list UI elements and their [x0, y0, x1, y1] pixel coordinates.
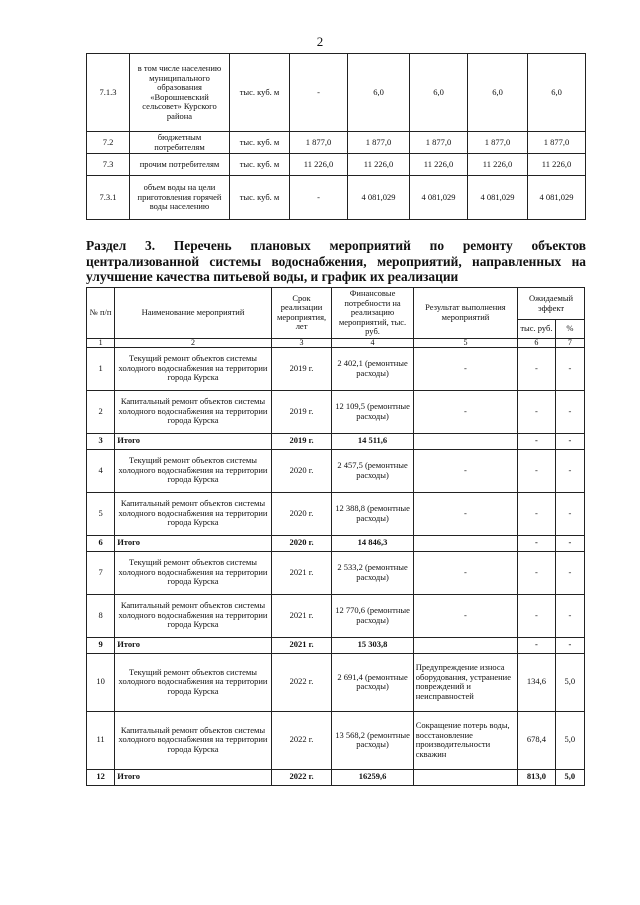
table-row [87, 492, 585, 535]
row-value: 6,0 [410, 54, 468, 132]
table-row [87, 176, 586, 220]
total-row [87, 535, 585, 551]
effect-pct: - [555, 637, 584, 653]
measure-name: Текущий ремонт объектов системы холодного водоснабжения на территории города Курска [115, 551, 272, 594]
measure-finance: 12 770,6 (ремонтные расходы) [332, 594, 413, 637]
effect-pct: - [555, 551, 584, 594]
row-unit: тыс. куб. м [230, 54, 290, 132]
effect-pct: - [555, 535, 584, 551]
effect-rub: - [518, 449, 556, 492]
row-unit: тыс. куб. м [230, 154, 290, 176]
measure-name: Текущий ремонт объектов системы холодного водоснабжения на территории города Курска [115, 653, 272, 711]
column-number-row [87, 338, 585, 347]
effect-rub: - [518, 390, 556, 433]
measure-result: - [413, 390, 517, 433]
row-description: объем воды на цели приготовления горячей воды населению [130, 176, 230, 220]
measure-finance: 2 691,4 (ремонтные расходы) [332, 653, 413, 711]
row-unit: тыс. куб. м [230, 176, 290, 220]
table-row [87, 54, 586, 132]
measure-name: Капитальный ремонт объектов системы холодного водоснабжения на территории города Курска [115, 390, 272, 433]
effect-rub: - [518, 594, 556, 637]
effect-rub: 678,4 [518, 711, 556, 769]
col-number: 2 [115, 338, 272, 347]
measure-term: 2019 г. [271, 433, 332, 449]
measure-term: 2022 г. [271, 769, 332, 785]
row-value: 11 226,0 [290, 154, 348, 176]
header-result: Результат выполнения мероприятий [413, 288, 517, 339]
measure-name: Капитальный ремонт объектов системы холодного водоснабжения на территории города Курска [115, 594, 272, 637]
row-value: 11 226,0 [528, 154, 586, 176]
table-row [87, 390, 585, 433]
header-num: № п/п [87, 288, 115, 339]
measure-name: Итого [115, 433, 272, 449]
measure-finance: 2 457,5 (ремонтные расходы) [332, 449, 413, 492]
col-number: 5 [413, 338, 517, 347]
table-row [87, 653, 585, 711]
table-row [87, 711, 585, 769]
measure-term: 2022 г. [271, 711, 332, 769]
measure-name: Капитальный ремонт объектов системы холодного водоснабжения на территории города Курска [115, 711, 272, 769]
row-number: 5 [87, 492, 115, 535]
row-description: в том числе населению муниципального образования «Ворошневский сельсовет» Курского района [130, 54, 230, 132]
col-number: 7 [555, 338, 584, 347]
row-number: 9 [87, 637, 115, 653]
row-number: 7.2 [87, 132, 130, 154]
effect-pct: 5,0 [555, 653, 584, 711]
row-number: 3 [87, 433, 115, 449]
table-row [87, 594, 585, 637]
row-value: 4 081,029 [468, 176, 528, 220]
measure-name: Текущий ремонт объектов системы холодного водоснабжения на территории города Курска [115, 347, 272, 390]
measure-finance: 16259,6 [332, 769, 413, 785]
effect-pct: - [555, 449, 584, 492]
measure-result: - [413, 449, 517, 492]
row-value: 1 877,0 [528, 132, 586, 154]
header-effect-rub: тыс. руб. [518, 320, 556, 338]
measure-finance: 14 846,3 [332, 535, 413, 551]
measure-result [413, 535, 517, 551]
measures-table [86, 287, 585, 786]
row-number: 4 [87, 449, 115, 492]
measure-finance: 2 533,2 (ремонтные расходы) [332, 551, 413, 594]
row-description: бюджетным потребителям [130, 132, 230, 154]
row-value: 1 877,0 [468, 132, 528, 154]
table-row [87, 551, 585, 594]
measure-result: - [413, 594, 517, 637]
measure-result: - [413, 347, 517, 390]
measure-finance: 12 109,5 (ремонтные расходы) [332, 390, 413, 433]
header-finance: Финансовые потребности на реализацию мероприятий, тыс. руб. [332, 288, 413, 339]
row-value: 6,0 [348, 54, 410, 132]
row-value: 11 226,0 [410, 154, 468, 176]
measure-name: Итого [115, 637, 272, 653]
header-name: Наименование мероприятий [115, 288, 272, 339]
row-value: 6,0 [468, 54, 528, 132]
row-number: 7.3 [87, 154, 130, 176]
row-number: 6 [87, 535, 115, 551]
measure-result: Предупреждение износа оборудования, устранение повреждений и неисправностей [413, 653, 517, 711]
effect-pct: - [555, 433, 584, 449]
row-number: 2 [87, 390, 115, 433]
col-number: 3 [271, 338, 332, 347]
row-value: 4 081,029 [410, 176, 468, 220]
header-term: Срок реализации мероприятия, лет [271, 288, 332, 339]
measure-term: 2019 г. [271, 347, 332, 390]
table-row [87, 154, 586, 176]
effect-rub: 813,0 [518, 769, 556, 785]
effect-pct: - [555, 390, 584, 433]
measure-name: Текущий ремонт объектов системы холодного водоснабжения на территории города Курска [115, 449, 272, 492]
table-row [87, 449, 585, 492]
measure-name: Итого [115, 769, 272, 785]
row-value: 4 081,029 [528, 176, 586, 220]
measure-term: 2020 г. [271, 492, 332, 535]
measure-result [413, 637, 517, 653]
col-number: 1 [87, 338, 115, 347]
col-number: 4 [332, 338, 413, 347]
table-row [87, 347, 585, 390]
row-value: 11 226,0 [348, 154, 410, 176]
row-number: 7.1.3 [87, 54, 130, 132]
measure-result [413, 769, 517, 785]
effect-rub: - [518, 637, 556, 653]
header-effect-pct: % [555, 320, 584, 338]
row-number: 11 [87, 711, 115, 769]
measure-result: - [413, 551, 517, 594]
row-number: 12 [87, 769, 115, 785]
measure-result: Сокращение потерь воды, восстановление производительности скважин [413, 711, 517, 769]
effect-pct: - [555, 492, 584, 535]
row-value: 1 877,0 [348, 132, 410, 154]
row-number: 7.3.1 [87, 176, 130, 220]
row-value: 6,0 [528, 54, 586, 132]
effect-rub: - [518, 433, 556, 449]
effect-pct: 5,0 [555, 769, 584, 785]
row-value: 4 081,029 [348, 176, 410, 220]
row-number: 1 [87, 347, 115, 390]
measure-finance: 12 388,8 (ремонтные расходы) [332, 492, 413, 535]
measure-finance: 14 511,6 [332, 433, 413, 449]
measure-result [413, 433, 517, 449]
total-row [87, 433, 585, 449]
measure-term: 2021 г. [271, 637, 332, 653]
row-number: 8 [87, 594, 115, 637]
measure-finance: 13 568,2 (ремонтные расходы) [332, 711, 413, 769]
row-value: 11 226,0 [468, 154, 528, 176]
row-number: 10 [87, 653, 115, 711]
table-row [87, 132, 586, 154]
effect-pct: - [555, 594, 584, 637]
row-value: - [290, 54, 348, 132]
section-heading: Раздел 3. Перечень плановых мероприятий по ремонту объектов централизованной системы водоснабжения, мероприятий, направленных на улучшение качества питьевой воды, и график их реализации [86, 238, 586, 284]
effect-rub: 134,6 [518, 653, 556, 711]
row-description: прочим потребителям [130, 154, 230, 176]
measure-term: 2020 г. [271, 535, 332, 551]
water-volume-table [86, 53, 586, 220]
row-number: 7 [87, 551, 115, 594]
effect-rub: - [518, 535, 556, 551]
total-row [87, 769, 585, 785]
measure-term: 2020 г. [271, 449, 332, 492]
measure-name: Итого [115, 535, 272, 551]
effect-rub: - [518, 347, 556, 390]
measure-term: 2021 г. [271, 594, 332, 637]
row-value: 1 877,0 [410, 132, 468, 154]
measure-result: - [413, 492, 517, 535]
row-unit: тыс. куб. м [230, 132, 290, 154]
measure-name: Капитальный ремонт объектов системы холодного водоснабжения на территории города Курска [115, 492, 272, 535]
header-effect: Ожидаемый эффект [518, 288, 585, 320]
row-value: - [290, 176, 348, 220]
page-number: 2 [316, 34, 324, 49]
measure-term: 2019 г. [271, 390, 332, 433]
effect-rub: - [518, 551, 556, 594]
effect-pct: - [555, 347, 584, 390]
measure-finance: 2 402,1 (ремонтные расходы) [332, 347, 413, 390]
measure-term: 2021 г. [271, 551, 332, 594]
measure-term: 2022 г. [271, 653, 332, 711]
effect-rub: - [518, 492, 556, 535]
effect-pct: 5,0 [555, 711, 584, 769]
total-row [87, 637, 585, 653]
measure-finance: 15 303,8 [332, 637, 413, 653]
row-value: 1 877,0 [290, 132, 348, 154]
col-number: 6 [518, 338, 556, 347]
